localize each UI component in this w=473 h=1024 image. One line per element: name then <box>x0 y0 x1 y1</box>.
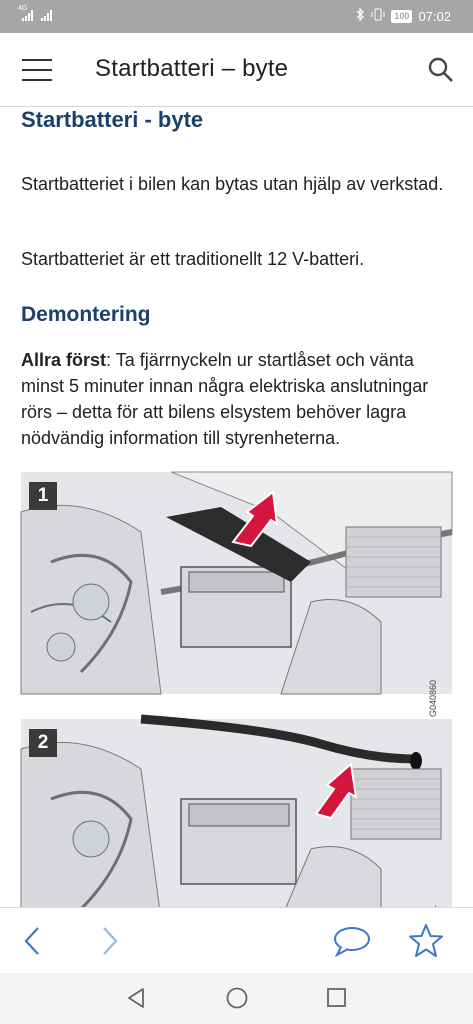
chevron-right-icon[interactable] <box>90 922 130 960</box>
system-navigation-bar <box>0 973 473 1024</box>
bottom-toolbar <box>0 907 473 973</box>
paragraph-intro: Startbatteriet i bilen kan bytas utan hjälp av verkstad. <box>21 174 444 194</box>
signal-indicators <box>18 5 54 21</box>
circle-home-icon[interactable] <box>224 985 250 1011</box>
square-recents-icon[interactable] <box>324 985 350 1011</box>
figure-number-badge: 2 <box>29 729 57 757</box>
chevron-left-icon[interactable] <box>14 922 54 960</box>
speech-bubble-icon[interactable] <box>332 922 372 960</box>
signal-icon-2 <box>41 10 54 21</box>
status-right <box>356 8 451 24</box>
app-bar <box>0 33 473 107</box>
signal-icon <box>18 5 35 21</box>
vibrate-icon <box>371 8 385 24</box>
figure-code: G040860 <box>428 680 438 718</box>
section-heading-demontering: Demontering <box>21 303 151 326</box>
article-content[interactable] <box>0 107 473 907</box>
triangle-back-icon[interactable] <box>123 985 149 1011</box>
star-icon[interactable] <box>406 922 446 960</box>
search-icon[interactable] <box>428 57 454 83</box>
article-heading: Startbatteri - byte <box>21 107 204 132</box>
figure-number-badge: 1 <box>29 482 57 510</box>
network-type-label: 4G <box>18 5 28 12</box>
figure-2-engine-bay <box>21 719 452 919</box>
clock: 07:02 <box>418 8 451 24</box>
paragraph-body: : Ta fjärrnyckeln ur startlåset och vänta minst 5 minuter innan några elektriska anslutningar rörs – detta för att bilens elsystem behöver lagra nödvändig information till styrenheterna. <box>21 350 429 448</box>
hamburger-menu-icon[interactable] <box>22 59 52 81</box>
paragraph-battery-type: Startbatteriet är ett traditionellt 12 V-batteri. <box>21 249 365 269</box>
bluetooth-icon <box>356 8 365 24</box>
status-bar <box>0 0 473 33</box>
page-title: Startbatteri – byte <box>95 55 289 82</box>
paragraph-first-step <box>21 347 451 451</box>
figure-1-engine-bay <box>21 472 452 718</box>
battery-icon: 100 <box>391 10 412 23</box>
engine-illustration-2 <box>21 719 452 919</box>
engine-illustration-1 <box>21 472 452 694</box>
paragraph-bold-lead: Allra först <box>21 350 107 370</box>
